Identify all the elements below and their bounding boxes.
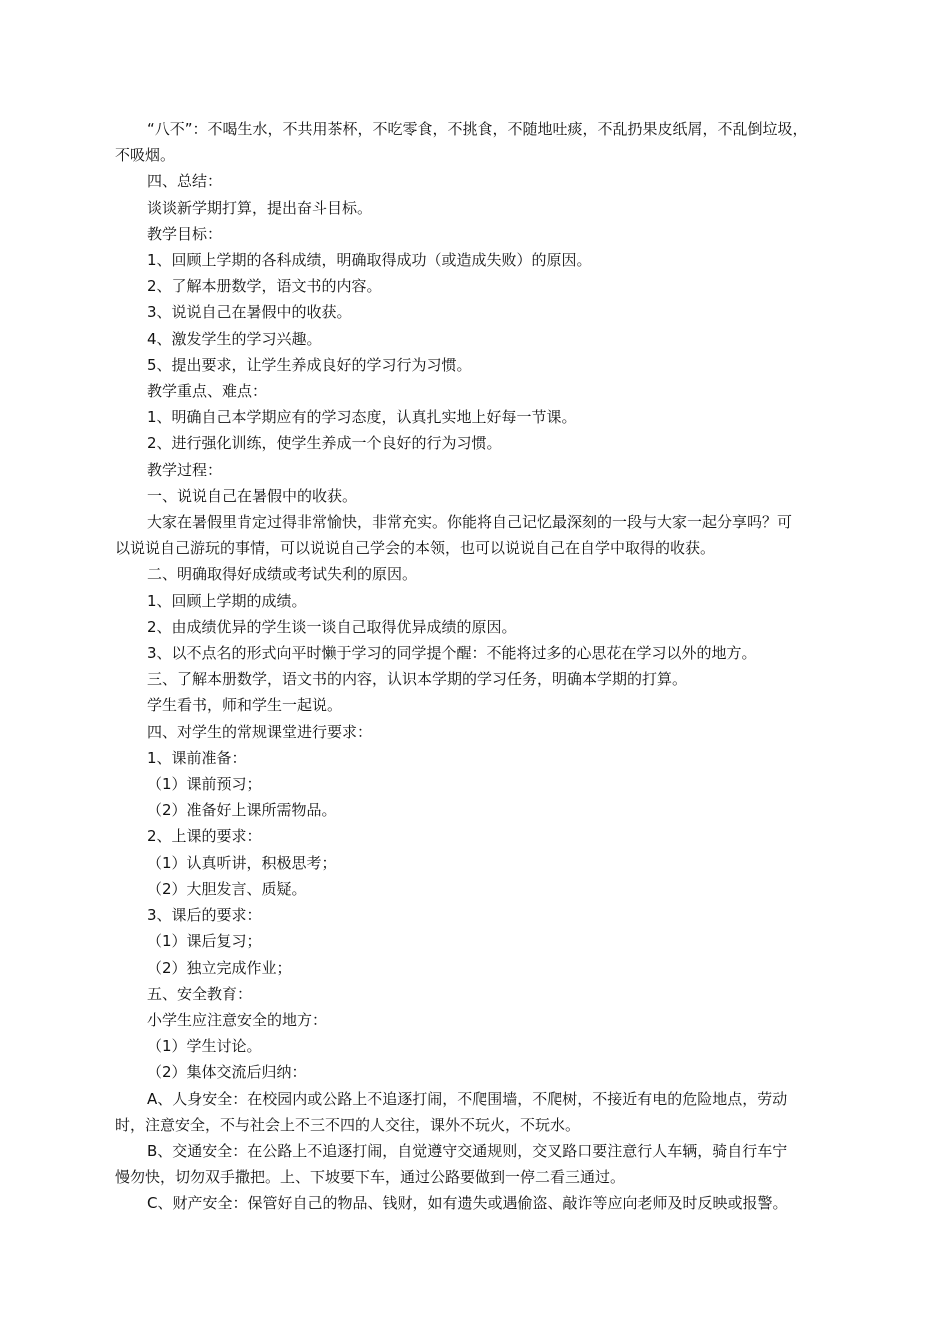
text-line: 1、明确自己本学期应有的学习态度，认真扎实地上好每一节课。	[147, 408, 577, 427]
text-line: 四、对学生的常规课堂进行要求：	[147, 722, 373, 741]
document-body	[115, 116, 828, 1217]
text-line: 2、进行强化训练，使学生养成一个良好的行为习惯。	[147, 434, 502, 453]
text-line: 教学目标：	[147, 224, 223, 243]
paragraph	[115, 509, 828, 561]
text-line: 五、安全教育：	[147, 984, 253, 1003]
text-line: （2）大胆发言、质疑。	[147, 879, 307, 898]
text-line: （1）认真听讲，积极思考；	[147, 853, 337, 872]
text-line: 1、回顾上学期的成绩。	[147, 591, 307, 610]
text-line: 3、以不点名的形式向平时懒于学习的同学提个醒：不能将过多的心思花在学习以外的地方。	[147, 644, 757, 663]
text-line: 教学重点、难点：	[147, 382, 268, 401]
text-line: （2）集体交流后归纳：	[147, 1063, 307, 1082]
paragraph-continuation-line: 慢勿快，切勿双手撒把。上、下坡要下车，通过公路要做到一停二看三通过。	[115, 1168, 626, 1187]
paragraph-continuation-line: 不吸烟。	[115, 146, 176, 165]
text-line: 学生看书，师和学生一起说。	[147, 696, 343, 715]
text-line: （1）课前预习；	[147, 775, 262, 794]
paragraph-first-line: “八不”：不喝生水，不共用茶杯，不吃零食，不挑食，不随地吐痰，不乱扔果皮纸屑，不乱倒垃圾，	[147, 120, 808, 138]
text-line: 4、激发学生的学习兴趣。	[147, 329, 322, 348]
paragraph-continuation-line: 以说说自己游玩的事情，可以说说自己学会的本领，也可以说说自己在自学中取得的收获。	[115, 539, 716, 558]
paragraph-first-line: A、人身安全：在校园内或公路上不追逐打闹，不爬围墙，不爬树，不接近有电的危险地点，劳动	[147, 1089, 788, 1108]
text-line: 小学生应注意安全的地方：	[147, 1010, 328, 1029]
text-line: （2）独立完成作业；	[147, 958, 292, 977]
paragraph-first-line: 大家在暑假里肯定过得非常愉快，非常充实。你能将自己记忆最深刻的一段与大家一起分享吗？可	[147, 513, 793, 532]
text-line: C、财产安全：保管好自己的物品、钱财，如有遗失或遇偷盗、敲诈等应向老师及时反映或报警。	[147, 1194, 788, 1213]
text-line: 一、说说自己在暑假中的收获。	[147, 486, 358, 505]
text-line: 3、说说自己在暑假中的收获。	[147, 303, 352, 322]
text-line: 三、了解本册数学，语文书的内容，认识本学期的学习任务，明确本学期的打算。	[147, 670, 688, 689]
text-line: 二、明确取得好成绩或考试失利的原因。	[147, 565, 418, 584]
text-line: 2、上课的要求：	[147, 827, 262, 846]
paragraph-continuation-line: 时，注意安全，不与社会上不三不四的人交往，课外不玩火，不玩水。	[115, 1115, 581, 1134]
paragraph	[115, 116, 828, 168]
paragraph-first-line: B、交通安全：在公路上不追逐打闹，自觉遵守交通规则，交叉路口要注意行人车辆，骑自行车宁	[147, 1141, 788, 1160]
text-line: 谈谈新学期打算，提出奋斗目标。	[147, 198, 373, 217]
text-line: 5、提出要求，让学生养成良好的学习行为习惯。	[147, 355, 472, 374]
text-line: 2、由成绩优异的学生谈一谈自己取得优异成绩的原因。	[147, 617, 517, 636]
text-line: 1、回顾上学期的各科成绩，明确取得成功（或造成失败）的原因。	[147, 251, 592, 270]
text-line: （1）课后复习；	[147, 932, 262, 951]
text-line: （1）学生讨论。	[147, 1037, 262, 1056]
text-line: 1、课前准备：	[147, 748, 247, 767]
text-line: （2）准备好上课所需物品。	[147, 801, 337, 820]
text-line: 2、了解本册数学，语文书的内容。	[147, 277, 382, 296]
paragraph	[115, 1138, 828, 1190]
paragraph	[115, 1086, 828, 1138]
text-line: 3、课后的要求：	[147, 906, 262, 925]
text-line: 教学过程：	[147, 460, 223, 479]
text-line: 四、总结：	[147, 172, 223, 191]
